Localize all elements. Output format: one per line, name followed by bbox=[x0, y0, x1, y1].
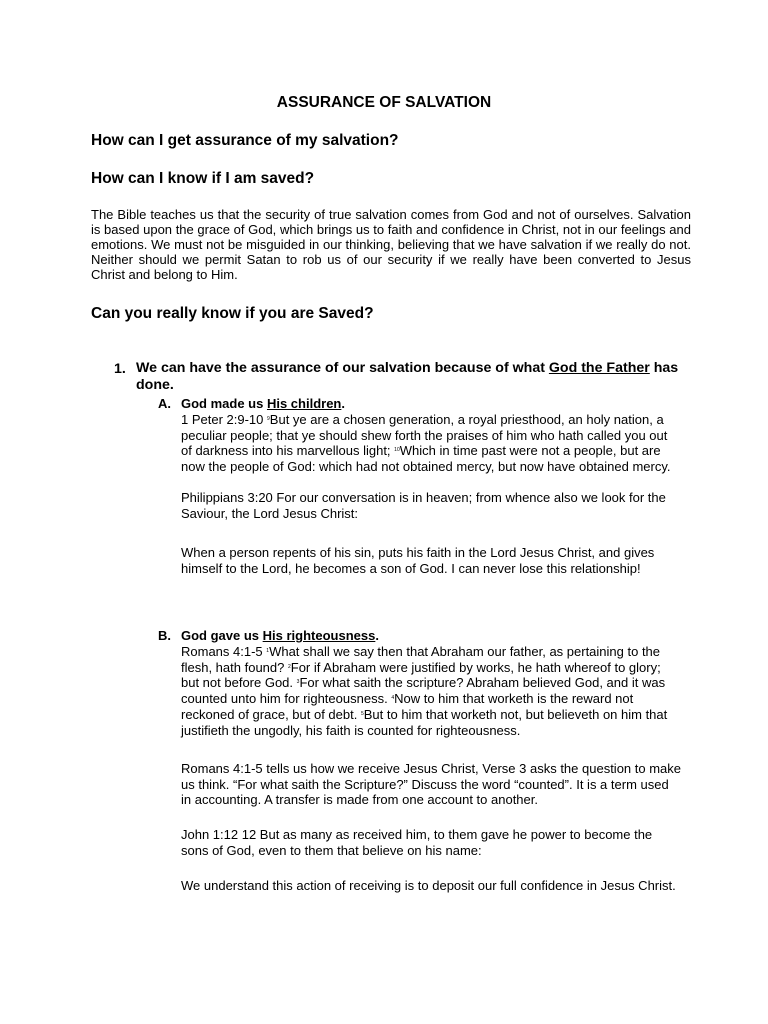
section-1-text-after: has done. bbox=[136, 360, 679, 393]
section-1-heading bbox=[136, 360, 696, 394]
verse-number-4: 4 bbox=[391, 695, 395, 702]
sub-a-heading bbox=[181, 396, 345, 411]
sub-a-note: When a person repents of his sin, puts his faith in the Lord Jesus Christ, and gives himself to the Lord, he becomes a son of God. I can never lose this relationship! bbox=[181, 545, 655, 576]
sub-b-paragraph-receiving: We understand this action of receiving is to deposit our full confidence in Jesus Christ. bbox=[181, 878, 676, 893]
intro-paragraph: The Bible teaches us that the security of true salvation comes from God and not of ourselves. Salvation is based upon the grace of God, which brings us to faith and confidence in Christ, not in our feelings and emotions. We must not be misguided in our thinking, believing that we have salvation if we really do not. Neither should we permit Satan to rob us of our security if we really have been converted to Jesus Christ and belong to Him. bbox=[91, 207, 691, 282]
sub-a-heading-before: God made us bbox=[181, 396, 267, 411]
sub-a-ref1: 1 Peter 2:9-10 bbox=[181, 412, 264, 427]
sub-b-heading-after: . bbox=[375, 628, 379, 643]
section-1-text-underlined: God the Father bbox=[548, 360, 650, 376]
sub-b-verse-2: For if Abraham were justified by works, he hath whereof to glory; but not before God. bbox=[181, 659, 661, 691]
verse-number-2: 2 bbox=[287, 663, 291, 670]
question-assurance-heading: How can I get assurance of my salvation? bbox=[91, 132, 399, 149]
sub-a-letter: A. bbox=[158, 396, 171, 411]
sub-b-paragraph-counted: Romans 4:1-5 tells us how we receive Jesus Christ, Verse 3 asks the question to make us think. “For what saith the Scripture?” Discuss the word “counted”. It is a term used in accounting. A transfer is made from one account to another. bbox=[181, 761, 682, 808]
verse-number-5: 5 bbox=[360, 710, 364, 717]
verse-number-1: 1 bbox=[266, 648, 270, 654]
question-really-know-heading: Can you really know if you are Saved? bbox=[91, 305, 374, 322]
verse-number-9: 9 bbox=[267, 416, 270, 422]
verse-number-10: 10 bbox=[394, 447, 400, 454]
sub-b-verse-1: What shall we say then that Abraham our father, as pertaining to the flesh, hath found? bbox=[181, 644, 661, 675]
sub-a-scripture-1-peter bbox=[181, 412, 681, 475]
sub-a-scripture-philippians: Philippians 3:20 For our conversation is in heaven; from whence also we look for the Saviour, the Lord Jesus Christ: bbox=[181, 490, 666, 521]
sub-b-verse-4: Now to him that worketh is the reward not reckoned of grace, but of debt. bbox=[181, 691, 634, 722]
sub-b-paragraph-john: John 1:12 12 But as many as received him, to them gave he power to become the sons of God, even to them that believe on his name: bbox=[181, 827, 653, 858]
sub-b-verse-3: For what saith the scripture? Abraham believed God, and it was counted unto him for righteousness. bbox=[181, 675, 666, 707]
question-saved-heading: How can I know if I am saved? bbox=[91, 170, 315, 187]
sub-b-heading-before: God gave us bbox=[181, 628, 263, 643]
sub-b-heading-underlined: His righteousness bbox=[262, 628, 376, 643]
sub-b-verse-5: But to him that worketh not, but believeth on him that justifieth the ungodly, his faith is counted for righteousness. bbox=[181, 706, 668, 738]
section-1-number: 1. bbox=[114, 361, 126, 377]
sub-b-letter: B. bbox=[158, 628, 171, 643]
section-1-text-before: We can have the assurance of our salvation because of what bbox=[136, 360, 549, 376]
page-title: ASSURANCE OF SALVATION bbox=[276, 94, 492, 111]
verse-number-3: 3 bbox=[296, 679, 300, 686]
sub-a-ref1-text-a: But ye are a chosen generation, a royal priesthood, an holy nation, a peculiar people; that ye should shew forth the praises of him who hath called you out of darkness into his marvellous light; bbox=[181, 412, 668, 459]
sub-b-ref: Romans 4:1-5 bbox=[181, 644, 263, 659]
sub-b-scripture-romans bbox=[181, 644, 681, 738]
sub-b-heading bbox=[181, 628, 379, 643]
sub-a-heading-underlined: His children bbox=[266, 396, 342, 411]
sub-a-heading-after: . bbox=[341, 396, 346, 411]
sub-a-ref1-text-b: Which in time past were not a people, but are now the people of God: which had not obtained mercy, but now have obtained mercy. bbox=[181, 443, 671, 475]
